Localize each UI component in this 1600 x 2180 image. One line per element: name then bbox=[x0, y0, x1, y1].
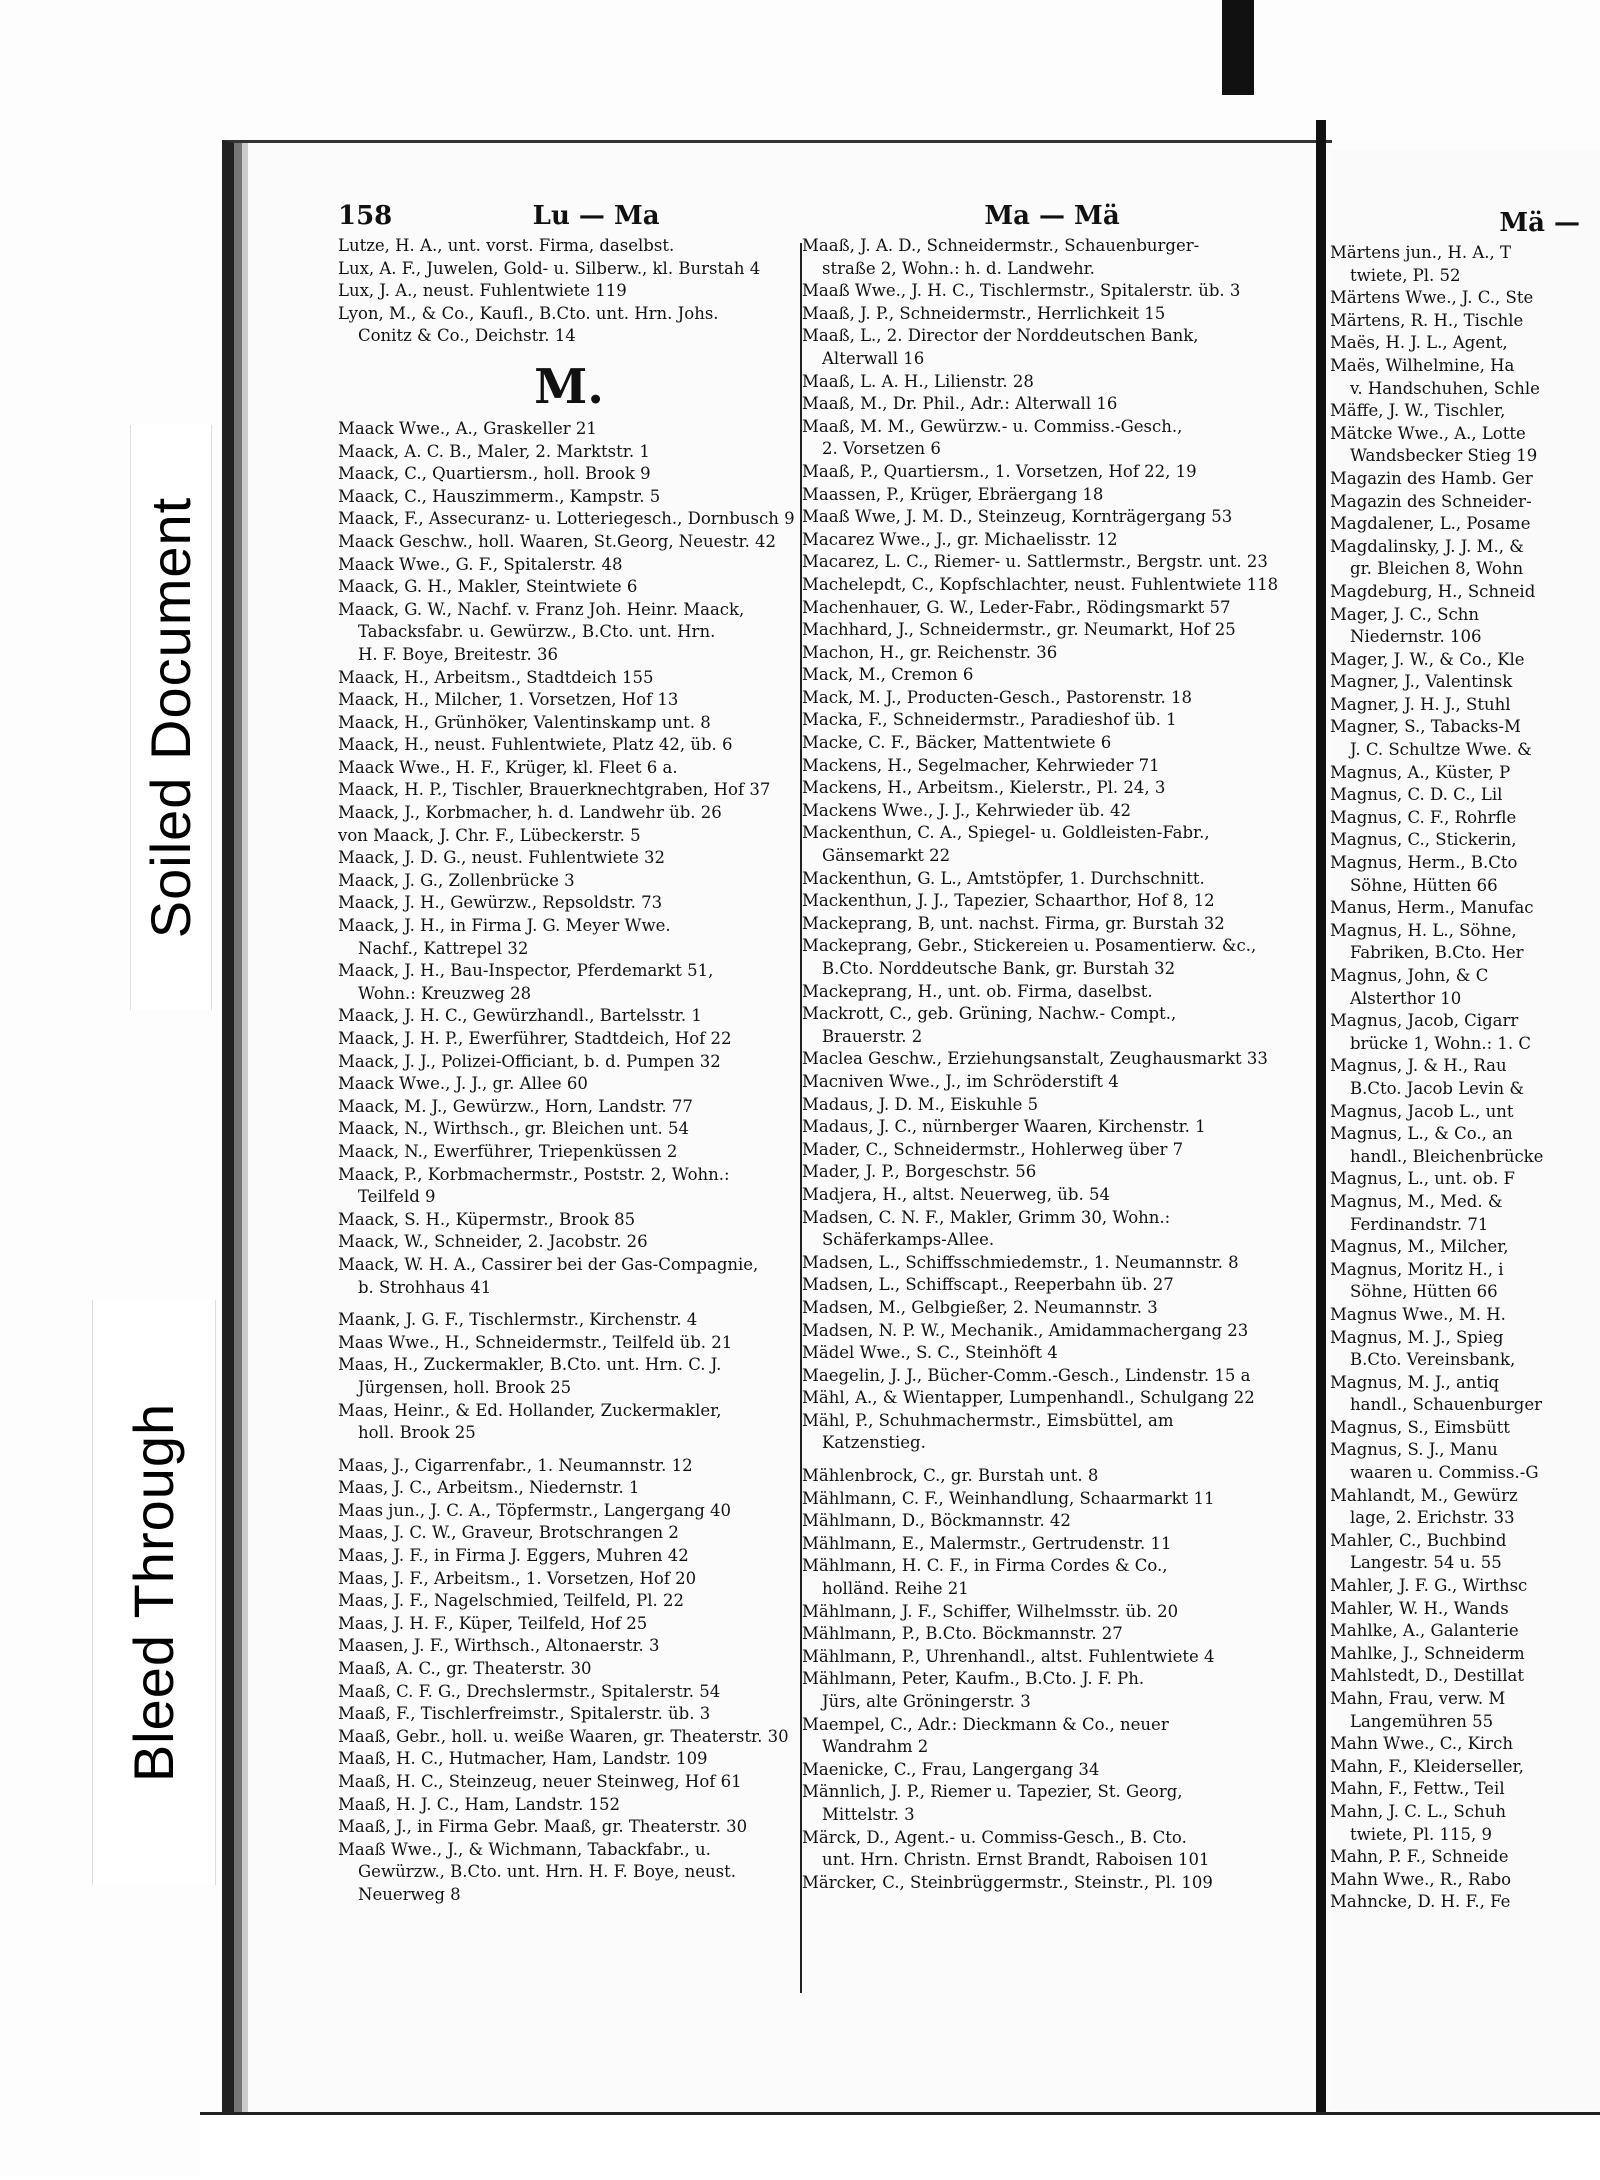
directory-entry: Maaß, M., Dr. Phil., Adr.: Alterwall 16 bbox=[802, 394, 1118, 414]
directory-entry: Mahlandt, M., Gewürz bbox=[1330, 1485, 1518, 1505]
directory-entry: Maaß, J. A. D., Schneidermstr., Schauenburger- bbox=[802, 236, 1200, 255]
directory-entry: Mahler, C., Buchbind bbox=[1330, 1530, 1507, 1550]
directory-entry: Maack, H., Milcher, 1. Vorsetzen, Hof 13 bbox=[338, 690, 679, 710]
scan-bottom-margin bbox=[200, 2112, 1600, 2180]
directory-entry: Maassen, P., Krüger, Ebräergang 18 bbox=[802, 484, 1104, 504]
directory-entry: Mahn, F., Kleiderseller, bbox=[1330, 1756, 1524, 1776]
directory-entry: Magnus, M., Med. & bbox=[1330, 1191, 1503, 1211]
page-number: 158 bbox=[338, 201, 393, 231]
entry-continuation: Söhne, Hütten 66 bbox=[1350, 875, 1498, 895]
directory-entry: Maaß, L. A. H., Lilienstr. 28 bbox=[802, 371, 1034, 391]
directory-entry: Magazin des Hamb. Ger bbox=[1330, 468, 1533, 488]
soiled-document-label: Soiled Document bbox=[130, 425, 212, 1010]
entry-continuation: Wandrahm 2 bbox=[822, 1737, 929, 1757]
entry-continuation: straße 2, Wohn.: h. d. Landwehr. bbox=[822, 258, 1095, 278]
entry-continuation: B.Cto. Jacob Levin & bbox=[1350, 1078, 1525, 1098]
entry-continuation: Katzenstieg. bbox=[822, 1433, 926, 1453]
directory-entry: Maës, Wilhelmine, Ha bbox=[1330, 355, 1515, 375]
directory-entry: Mählmann, E., Malermstr., Gertrudenstr. 11 bbox=[802, 1533, 1172, 1553]
entry-continuation: Wohn.: Kreuzweg 28 bbox=[358, 983, 532, 1003]
directory-entry: Maack, J. G., Zollenbrücke 3 bbox=[338, 870, 575, 890]
directory-entry: Lutze, H. A., unt. vorst. Firma, daselbst. bbox=[338, 236, 675, 255]
directory-entry: Mäffe, J. W., Tischler, bbox=[1330, 401, 1506, 421]
left-page-header bbox=[338, 201, 800, 235]
directory-entry: Macarez Wwe., J., gr. Michaelisstr. 12 bbox=[802, 529, 1118, 549]
directory-entry: Madaus, J. C., nürnberger Waaren, Kirchenstr. 1 bbox=[802, 1117, 1206, 1137]
directory-entry: Magnus, J. & H., Rau bbox=[1330, 1056, 1507, 1076]
entry-continuation: waaren u. Commiss.-G bbox=[1350, 1463, 1539, 1483]
directory-entry: Maclea Geschw., Erziehungsanstalt, Zeughausmarkt 33 bbox=[802, 1049, 1268, 1069]
directory-entry: Mählmann, Peter, Kaufm., B.Cto. J. F. Ph. bbox=[802, 1669, 1145, 1689]
directory-entry: Maenicke, C., Frau, Langergang 34 bbox=[802, 1759, 1100, 1779]
directory-entry: Mackens, H., Segelmacher, Kehrwieder 71 bbox=[802, 755, 1160, 775]
directory-entry: Märtens, R. H., Tischle bbox=[1330, 310, 1524, 330]
directory-entry: Maaß, Gebr., holl. u. weiße Waaren, gr. Theaterstr. 30 bbox=[338, 1726, 789, 1746]
directory-entry: Märtens Wwe., J. C., Ste bbox=[1330, 288, 1534, 308]
directory-entry: Mahn, J. C. L., Schuh bbox=[1330, 1801, 1506, 1821]
directory-entry: Macke, C. F., Bäcker, Mattentwiete 6 bbox=[802, 733, 1112, 753]
entry-continuation: Conitz & Co., Deichstr. 14 bbox=[358, 326, 576, 346]
directory-entry: Maack, H., Arbeitsm., Stadtdeich 155 bbox=[338, 667, 654, 687]
directory-entry: Magnus, L., & Co., an bbox=[1330, 1124, 1513, 1144]
directory-entry: Maas, J. H. F., Küper, Teilfeld, Hof 25 bbox=[338, 1613, 648, 1633]
directory-entry: Maack Geschw., holl. Waaren, St.Georg, Neuestr. 42 bbox=[338, 531, 777, 551]
directory-entry: Maack, C., Hauszimmerm., Kampstr. 5 bbox=[338, 486, 661, 506]
directory-entry: Mädel Wwe., S. C., Steinhöft 4 bbox=[802, 1343, 1058, 1363]
directory-entry: Maempel, C., Adr.: Dieckmann & Co., neuer bbox=[802, 1714, 1169, 1734]
directory-entry: Mählmann, C. F., Weinhandlung, Schaarmarkt 11 bbox=[802, 1488, 1215, 1508]
directory-entry: Märck, D., Agent.- u. Commiss-Gesch., B. Cto. bbox=[802, 1827, 1187, 1847]
directory-entry: Maack, N., Wirthsch., gr. Bleichen unt. 54 bbox=[338, 1119, 690, 1139]
directory-entry: Magnus, A., Küster, P bbox=[1330, 762, 1511, 782]
entry-continuation: Nachf., Kattrepel 32 bbox=[358, 938, 529, 958]
directory-entry: Maack, F., Assecuranz- u. Lotteriegesch., Dornbusch 9 bbox=[338, 509, 795, 529]
directory-entry: Maaß, P., Quartiersm., 1. Vorsetzen, Hof 22, 19 bbox=[802, 461, 1197, 481]
directory-entry: Maack, M. J., Gewürzw., Horn, Landstr. 77 bbox=[338, 1096, 693, 1116]
page-gutter bbox=[1316, 120, 1326, 2140]
entry-continuation: Fabriken, B.Cto. Her bbox=[1350, 943, 1524, 963]
entry-continuation: twiete, Pl. 52 bbox=[1350, 265, 1461, 285]
entry-continuation: lage, 2. Erichstr. 33 bbox=[1350, 1508, 1515, 1528]
directory-entry: Magdalener, L., Posame bbox=[1330, 514, 1531, 534]
directory-entry: von Maack, J. Chr. F., Lübeckerstr. 5 bbox=[338, 825, 641, 845]
directory-entry: Machenhauer, G. W., Leder-Fabr., Rödingsmarkt 57 bbox=[802, 597, 1231, 617]
header-range: Lu — Ma bbox=[532, 201, 660, 231]
bleed-through-label: Bleed Through bbox=[92, 1300, 216, 1885]
directory-entry: Magnus Wwe., M. H. bbox=[1330, 1304, 1506, 1324]
directory-entry: Machhard, J., Schneidermstr., gr. Neumarkt, Hof 25 bbox=[802, 620, 1236, 640]
directory-entry: Magnus, S. J., Manu bbox=[1330, 1440, 1498, 1460]
entry-continuation: twiete, Pl. 115, 9 bbox=[1350, 1824, 1493, 1844]
right-entries bbox=[1330, 242, 1600, 1914]
directory-entry: Maës, H. J. L., Agent, bbox=[1330, 333, 1508, 353]
directory-entry: Maack, J. H., in Firma J. G. Meyer Wwe. bbox=[338, 916, 671, 936]
directory-entry: Maas, Heinr., & Ed. Hollander, Zuckermakler, bbox=[338, 1400, 722, 1420]
entry-continuation: J. C. Schultze Wwe. & bbox=[1350, 740, 1532, 760]
entry-continuation: gr. Bleichen 8, Wohn bbox=[1350, 559, 1524, 579]
directory-entry: Mack, M., Cremon 6 bbox=[802, 665, 974, 685]
directory-entry: Madaus, J. D. M., Eiskuhle 5 bbox=[802, 1094, 1039, 1114]
directory-entry: Maaß, L., 2. Director der Norddeutschen Bank, bbox=[802, 326, 1199, 346]
entry-continuation: Schäferkamps-Allee. bbox=[822, 1230, 995, 1250]
section-heading: M. bbox=[534, 358, 604, 415]
directory-entry: Maack, J. D. G., neust. Fuhlentwiete 32 bbox=[338, 848, 665, 868]
directory-entry: Maack, W. H. A., Cassirer bei der Gas-Compagnie, bbox=[338, 1254, 759, 1274]
directory-entry: Maaß, J., in Firma Gebr. Maaß, gr. Theaterstr. 30 bbox=[338, 1817, 748, 1837]
directory-entry: Madsen, M., Gelbgießer, 2. Neumannstr. 3 bbox=[802, 1297, 1158, 1317]
directory-entry: Manus, Herm., Manufac bbox=[1330, 898, 1534, 918]
directory-entry: Madsen, C. N. F., Makler, Grimm 30, Wohn.: bbox=[802, 1207, 1171, 1227]
entry-continuation: 2. Vorsetzen 6 bbox=[822, 439, 941, 459]
entry-continuation: Teilfeld 9 bbox=[358, 1187, 436, 1207]
directory-entry: Maas, J. F., Arbeitsm., 1. Vorsetzen, Hof 20 bbox=[338, 1568, 697, 1588]
directory-entry: Maas, J., Cigarrenfabr., 1. Neumannstr. 12 bbox=[338, 1455, 693, 1475]
directory-entry: Mader, C., Schneidermstr., Hohlerweg über 7 bbox=[802, 1139, 1184, 1159]
directory-entry: Maack, H. P., Tischler, Brauerknechtgraben, Hof 37 bbox=[338, 780, 771, 800]
directory-entry: Maack, J. H., Bau-Inspector, Pferdemarkt 51, bbox=[338, 961, 714, 981]
directory-entry: Männlich, J. P., Riemer u. Tapezier, St. Georg, bbox=[802, 1782, 1183, 1802]
directory-entry: Magdeburg, H., Schneid bbox=[1330, 581, 1536, 601]
entry-continuation: Brauerstr. 2 bbox=[822, 1026, 923, 1046]
directory-entry: Mahn, Frau, verw. M bbox=[1330, 1689, 1506, 1708]
directory-entry: Maack, S. H., Küpermstr., Brook 85 bbox=[338, 1209, 636, 1229]
directory-entry: Mackens, H., Arbeitsm., Kielerstr., Pl. 24, 3 bbox=[802, 778, 1166, 798]
directory-entry: Maaß, M. M., Gewürzw.- u. Commiss.-Gesch., bbox=[802, 416, 1183, 436]
directory-entry: Mahler, J. F. G., Wirthsc bbox=[1330, 1576, 1528, 1596]
middle-entries bbox=[802, 235, 1302, 1894]
directory-entry: Magnus, M. J., Spieg bbox=[1330, 1327, 1504, 1347]
directory-entry: Mackenthun, J. J., Tapezier, Schaarthor, Hof 8, 12 bbox=[802, 891, 1215, 911]
directory-entry: Maack, H., neust. Fuhlentwiete, Platz 42, üb. 6 bbox=[338, 735, 733, 755]
directory-entry: Mählmann, J. F., Schiffer, Wilhelmsstr. üb. 20 bbox=[802, 1601, 1179, 1621]
directory-entry: Maaß, A. C., gr. Theaterstr. 30 bbox=[338, 1659, 592, 1679]
directory-entry: Madsen, L., Schiffsschmiedemstr., 1. Neumannstr. 8 bbox=[802, 1252, 1239, 1272]
facing-page bbox=[1330, 150, 1600, 2110]
right-page-header bbox=[1330, 208, 1600, 242]
entry-continuation: Jürs, alte Gröningerstr. 3 bbox=[822, 1692, 1031, 1711]
directory-entry: Mählmann, P., B.Cto. Böckmannstr. 27 bbox=[802, 1624, 1123, 1644]
entry-continuation: H. F. Boye, Breitestr. 36 bbox=[358, 644, 558, 664]
directory-entry: Mahlke, A., Galanterie bbox=[1330, 1621, 1519, 1641]
directory-entry: Maaß, C. F. G., Drechslermstr., Spitalerstr. 54 bbox=[338, 1681, 721, 1701]
entry-continuation: Ferdinandstr. 71 bbox=[1350, 1214, 1489, 1234]
entry-continuation: Alterwall 16 bbox=[822, 348, 925, 368]
entry-continuation: Niedernstr. 106 bbox=[1350, 627, 1482, 647]
directory-entry: Mahler, W. H., Wands bbox=[1330, 1598, 1509, 1618]
entry-continuation: v. Handschuhen, Schle bbox=[1350, 378, 1540, 398]
entry-continuation: Neuerweg 8 bbox=[358, 1884, 461, 1904]
directory-entry: Märtens jun., H. A., T bbox=[1330, 243, 1511, 262]
directory-entry: Mackeprang, H., unt. ob. Firma, daselbst. bbox=[802, 981, 1153, 1001]
entry-continuation: B.Cto. Vereinsbank, bbox=[1350, 1350, 1516, 1370]
directory-entry: Magnus, Jacob L., unt bbox=[1330, 1101, 1514, 1121]
entry-continuation: unt. Hrn. Christn. Ernst Brandt, Raboisen 101 bbox=[822, 1850, 1210, 1870]
directory-entry: Machon, H., gr. Reichenstr. 36 bbox=[802, 642, 1058, 662]
directory-entry: Mackeprang, B, unt. nachst. Firma, gr. Burstah 32 bbox=[802, 913, 1225, 933]
directory-entry: Maack, W., Schneider, 2. Jacobstr. 26 bbox=[338, 1232, 648, 1252]
directory-entry: Maaß, H. C., Steinzeug, neuer Steinweg, Hof 61 bbox=[338, 1772, 742, 1791]
entry-continuation: Gewürzw., B.Cto. unt. Hrn. H. F. Boye, neust. bbox=[358, 1862, 736, 1882]
entry-continuation: b. Strohhaus 41 bbox=[358, 1277, 492, 1297]
directory-entry: Magnus, C. F., Rohrfle bbox=[1330, 807, 1517, 827]
directory-entry: Maaß, F., Tischlerfreimstr., Spitalerstr. üb. 3 bbox=[338, 1704, 711, 1724]
directory-entry: Maegelin, J. J., Bücher-Comm.-Gesch., Lindenstr. 15 a bbox=[802, 1365, 1251, 1385]
directory-entry: Mackens Wwe., J. J., Kehrwieder üb. 42 bbox=[802, 800, 1132, 820]
directory-entry: Magnus, Herm., B.Cto bbox=[1330, 853, 1518, 873]
directory-entry: Madjera, H., altst. Neuerweg, üb. 54 bbox=[802, 1184, 1110, 1204]
directory-entry: Mahn Wwe., R., Rabo bbox=[1330, 1869, 1512, 1889]
directory-entry: Maack, J., Korbmacher, h. d. Landwehr üb. 26 bbox=[338, 803, 722, 823]
entry-continuation: handl., Bleichenbrücke bbox=[1350, 1146, 1544, 1166]
directory-entry: Mählmann, D., Böckmannstr. 42 bbox=[802, 1511, 1071, 1531]
directory-entry: Maas, J. C. W., Graveur, Brotschrangen 2 bbox=[338, 1523, 679, 1543]
directory-entry: Mähl, P., Schuhmachermstr., Eimsbüttel, am bbox=[802, 1410, 1174, 1430]
entry-continuation: Gänsemarkt 22 bbox=[822, 846, 951, 866]
directory-entry: Maack, J. H. P., Ewerführer, Stadtdeich, Hof 22 bbox=[338, 1029, 732, 1048]
header-range: Ma — Mä bbox=[984, 201, 1120, 231]
directory-entry: Mahn, P. F., Schneide bbox=[1330, 1847, 1509, 1867]
directory-entry: Magazin des Schneider- bbox=[1330, 491, 1532, 511]
directory-entry: Magnus, S., Eimsbütt bbox=[1330, 1417, 1510, 1437]
entry-continuation: Jürgensen, holl. Brook 25 bbox=[358, 1377, 572, 1397]
directory-entry: Magnus, Jacob, Cigarr bbox=[1330, 1011, 1519, 1031]
directory-entry: Maas, J. C., Arbeitsm., Niedernstr. 1 bbox=[338, 1478, 640, 1498]
directory-entry: Mahn Wwe., C., Kirch bbox=[1330, 1734, 1513, 1754]
directory-entry: Maas, J. F., in Firma J. Eggers, Muhren 42 bbox=[338, 1546, 689, 1566]
directory-entry: Mahlstedt, D., Destillat bbox=[1330, 1666, 1524, 1686]
directory-entry: Mackeprang, Gebr., Stickereien u. Posamentierw. &c., bbox=[802, 936, 1257, 956]
directory-entry: Mählmann, H. C. F., in Firma Cordes & Co., bbox=[802, 1556, 1168, 1576]
directory-entry: Magner, S., Tabacks-M bbox=[1330, 717, 1521, 737]
directory-entry: Magnus, C., Stickerin, bbox=[1330, 830, 1517, 850]
directory-entry: Mager, J. C., Schn bbox=[1330, 604, 1480, 624]
directory-entry: Magnus, L., unt. ob. F bbox=[1330, 1169, 1516, 1189]
directory-entry: Mager, J. W., & Co., Kle bbox=[1330, 649, 1525, 669]
directory-entry: Lux, A. F., Juwelen, Gold- u. Silberw., kl. Burstah 4 bbox=[338, 258, 761, 278]
directory-entry: Magdalinsky, J. J. M., & bbox=[1330, 536, 1524, 556]
directory-entry: Mahn, F., Fettw., Teil bbox=[1330, 1779, 1505, 1799]
entry-continuation: Mittelstr. 3 bbox=[822, 1804, 915, 1824]
directory-entry: Maack, G. W., Nachf. v. Franz Joh. Heinr. Maack, bbox=[338, 599, 745, 619]
directory-entry: Maack Wwe., G. F., Spitalerstr. 48 bbox=[338, 554, 623, 574]
directory-entry: Magner, J. H. J., Stuhl bbox=[1330, 694, 1511, 714]
directory-entry: Macniven Wwe., J., im Schröderstift 4 bbox=[802, 1071, 1119, 1091]
directory-entry: Macka, F., Schneidermstr., Paradieshof üb. 1 bbox=[802, 710, 1177, 730]
directory-entry: Maaß, J. P., Schneidermstr., Herrlichkeit 15 bbox=[802, 303, 1166, 323]
directory-entry: Mackrott, C., geb. Grüning, Nachw.- Compt., bbox=[802, 1004, 1177, 1024]
directory-entry: Macarez, L. C., Riemer- u. Sattlermstr., Bergstr. unt. 23 bbox=[802, 552, 1268, 572]
directory-entry: Maaß, H. J. C., Ham, Landstr. 152 bbox=[338, 1794, 621, 1814]
directory-entry: Magnus, H. L., Söhne, bbox=[1330, 920, 1517, 940]
directory-entry: Magner, J., Valentinsk bbox=[1330, 672, 1513, 692]
entry-continuation: Tabacksfabr. u. Gewürzw., B.Cto. unt. Hrn. bbox=[358, 622, 716, 642]
directory-entry: Maaß Wwe., J., & Wichmann, Tabackfabr., u. bbox=[338, 1839, 711, 1859]
entry-continuation: Langemühren 55 bbox=[1350, 1711, 1494, 1731]
directory-entry: Maack Wwe., A., Graskeller 21 bbox=[338, 418, 597, 438]
directory-entry: Mack, M. J., Producten-Gesch., Pastorenstr. 18 bbox=[802, 687, 1193, 707]
directory-entry: Maack Wwe., J. J., gr. Allee 60 bbox=[338, 1074, 588, 1094]
entry-continuation: Söhne, Hütten 66 bbox=[1350, 1282, 1498, 1302]
entry-continuation: handl., Schauenburger bbox=[1350, 1395, 1542, 1415]
directory-entry: Maas Wwe., H., Schneidermstr., Teilfeld üb. 21 bbox=[338, 1332, 733, 1352]
directory-page bbox=[222, 140, 1332, 2115]
directory-entry: Maack, A. C. B., Maler, 2. Marktstr. 1 bbox=[338, 441, 650, 461]
directory-entry: Lyon, M., & Co., Kaufl., B.Cto. unt. Hrn. Johs. bbox=[338, 303, 719, 323]
directory-entry: Maack, H., Grünhöker, Valentinskamp unt. 8 bbox=[338, 712, 711, 732]
directory-entry: Mähl, A., & Wientapper, Lumpenhandl., Schulgang 22 bbox=[802, 1388, 1255, 1408]
directory-entry: Magnus, C. D. C., Lil bbox=[1330, 785, 1503, 805]
directory-entry: Magnus, Moritz H., i bbox=[1330, 1259, 1504, 1279]
entry-continuation: Alsterthor 10 bbox=[1350, 988, 1462, 1008]
directory-entry: Madsen, L., Schiffscapt., Reeperbahn üb. 27 bbox=[802, 1275, 1174, 1295]
directory-entry: Maack, N., Ewerführer, Triepenküssen 2 bbox=[338, 1141, 678, 1161]
middle-column bbox=[802, 201, 1302, 1894]
entry-continuation: holländ. Reihe 21 bbox=[822, 1579, 969, 1599]
directory-entry: Maasen, J. F., Wirthsch., Altonaerstr. 3 bbox=[338, 1636, 660, 1656]
directory-entry: Magnus, John, & C bbox=[1330, 966, 1489, 985]
directory-entry: Maaß, H. C., Hutmacher, Ham, Landstr. 109 bbox=[338, 1749, 708, 1769]
directory-entry: Maas jun., J. C. A., Töpfermstr., Langergang 40 bbox=[338, 1500, 732, 1520]
entry-continuation: holl. Brook 25 bbox=[358, 1423, 476, 1443]
directory-entry: Mählenbrock, C., gr. Burstah unt. 8 bbox=[802, 1466, 1099, 1486]
directory-entry: Lux, J. A., neust. Fuhlentwiete 119 bbox=[338, 281, 627, 301]
middle-page-header bbox=[802, 201, 1302, 235]
left-column bbox=[338, 201, 800, 1907]
right-column bbox=[1330, 208, 1600, 1914]
left-entries bbox=[338, 235, 800, 1907]
entry-continuation: Wandsbecker Stieg 19 bbox=[1350, 446, 1538, 466]
directory-entry: Mackenthun, C. A., Spiegel- u. Goldleisten-Fabr., bbox=[802, 823, 1210, 843]
scan-edge-marker bbox=[1222, 0, 1254, 95]
directory-entry: Machelepdt, C., Kopfschlachter, neust. Fuhlentwiete 118 bbox=[802, 574, 1279, 594]
directory-entry: Maack Wwe., H. F., Krüger, kl. Fleet 6 a. bbox=[338, 757, 678, 777]
directory-entry: Mader, J. P., Borgeschstr. 56 bbox=[802, 1162, 1037, 1182]
directory-entry: Maack, J. H., Gewürzw., Repsoldstr. 73 bbox=[338, 893, 663, 913]
entry-continuation: B.Cto. Norddeutsche Bank, gr. Burstah 32 bbox=[822, 959, 1176, 978]
entry-continuation: Langestr. 54 u. 55 bbox=[1350, 1553, 1502, 1573]
directory-entry: Maack, J. H. C., Gewürzhandl., Bartelsstr. 1 bbox=[338, 1006, 702, 1026]
directory-entry: Maank, J. G. F., Tischlermstr., Kirchenstr. 4 bbox=[338, 1310, 698, 1330]
directory-entry: Maack, J. J., Polizei-Officiant, b. d. Pumpen 32 bbox=[338, 1051, 721, 1071]
directory-entry: Mätcke Wwe., A., Lotte bbox=[1330, 423, 1526, 443]
directory-entry: Maas, H., Zuckermakler, B.Cto. unt. Hrn. C. J. bbox=[338, 1355, 722, 1375]
directory-entry: Maaß Wwe., J. H. C., Tischlermstr., Spitalerstr. üb. 3 bbox=[802, 281, 1241, 301]
directory-entry: Märcker, C., Steinbrüggermstr., Steinstr., Pl. 109 bbox=[802, 1872, 1213, 1892]
directory-entry: Mählmann, P., Uhrenhandl., altst. Fuhlentwiete 4 bbox=[802, 1646, 1215, 1666]
header-range: Mä — bbox=[1499, 208, 1580, 238]
directory-entry: Madsen, N. P. W., Mechanik., Amidammachergang 23 bbox=[802, 1320, 1249, 1340]
entry-continuation: brücke 1, Wohn.: 1. C bbox=[1350, 1033, 1532, 1053]
directory-entry: Magnus, M. J., antiq bbox=[1330, 1372, 1499, 1392]
directory-entry: Mackenthun, G. L., Amtstöpfer, 1. Durchschnitt. bbox=[802, 868, 1205, 888]
directory-entry: Maas, J. F., Nagelschmied, Teilfeld, Pl. 22 bbox=[338, 1591, 685, 1611]
directory-entry: Maack, G. H., Makler, Steintwiete 6 bbox=[338, 577, 638, 597]
directory-entry: Mahncke, D. H. F., Fe bbox=[1330, 1892, 1511, 1912]
directory-entry: Maaß Wwe, J. M. D., Steinzeug, Kornträgergang 53 bbox=[802, 507, 1233, 527]
directory-entry: Maack, P., Korbmachermstr., Poststr. 2, Wohn.: bbox=[338, 1164, 730, 1184]
directory-entry: Mahlke, J., Schneiderm bbox=[1330, 1643, 1525, 1663]
directory-entry: Magnus, M., Milcher, bbox=[1330, 1237, 1509, 1257]
directory-entry: Maack, C., Quartiersm., holl. Brook 9 bbox=[338, 464, 651, 484]
